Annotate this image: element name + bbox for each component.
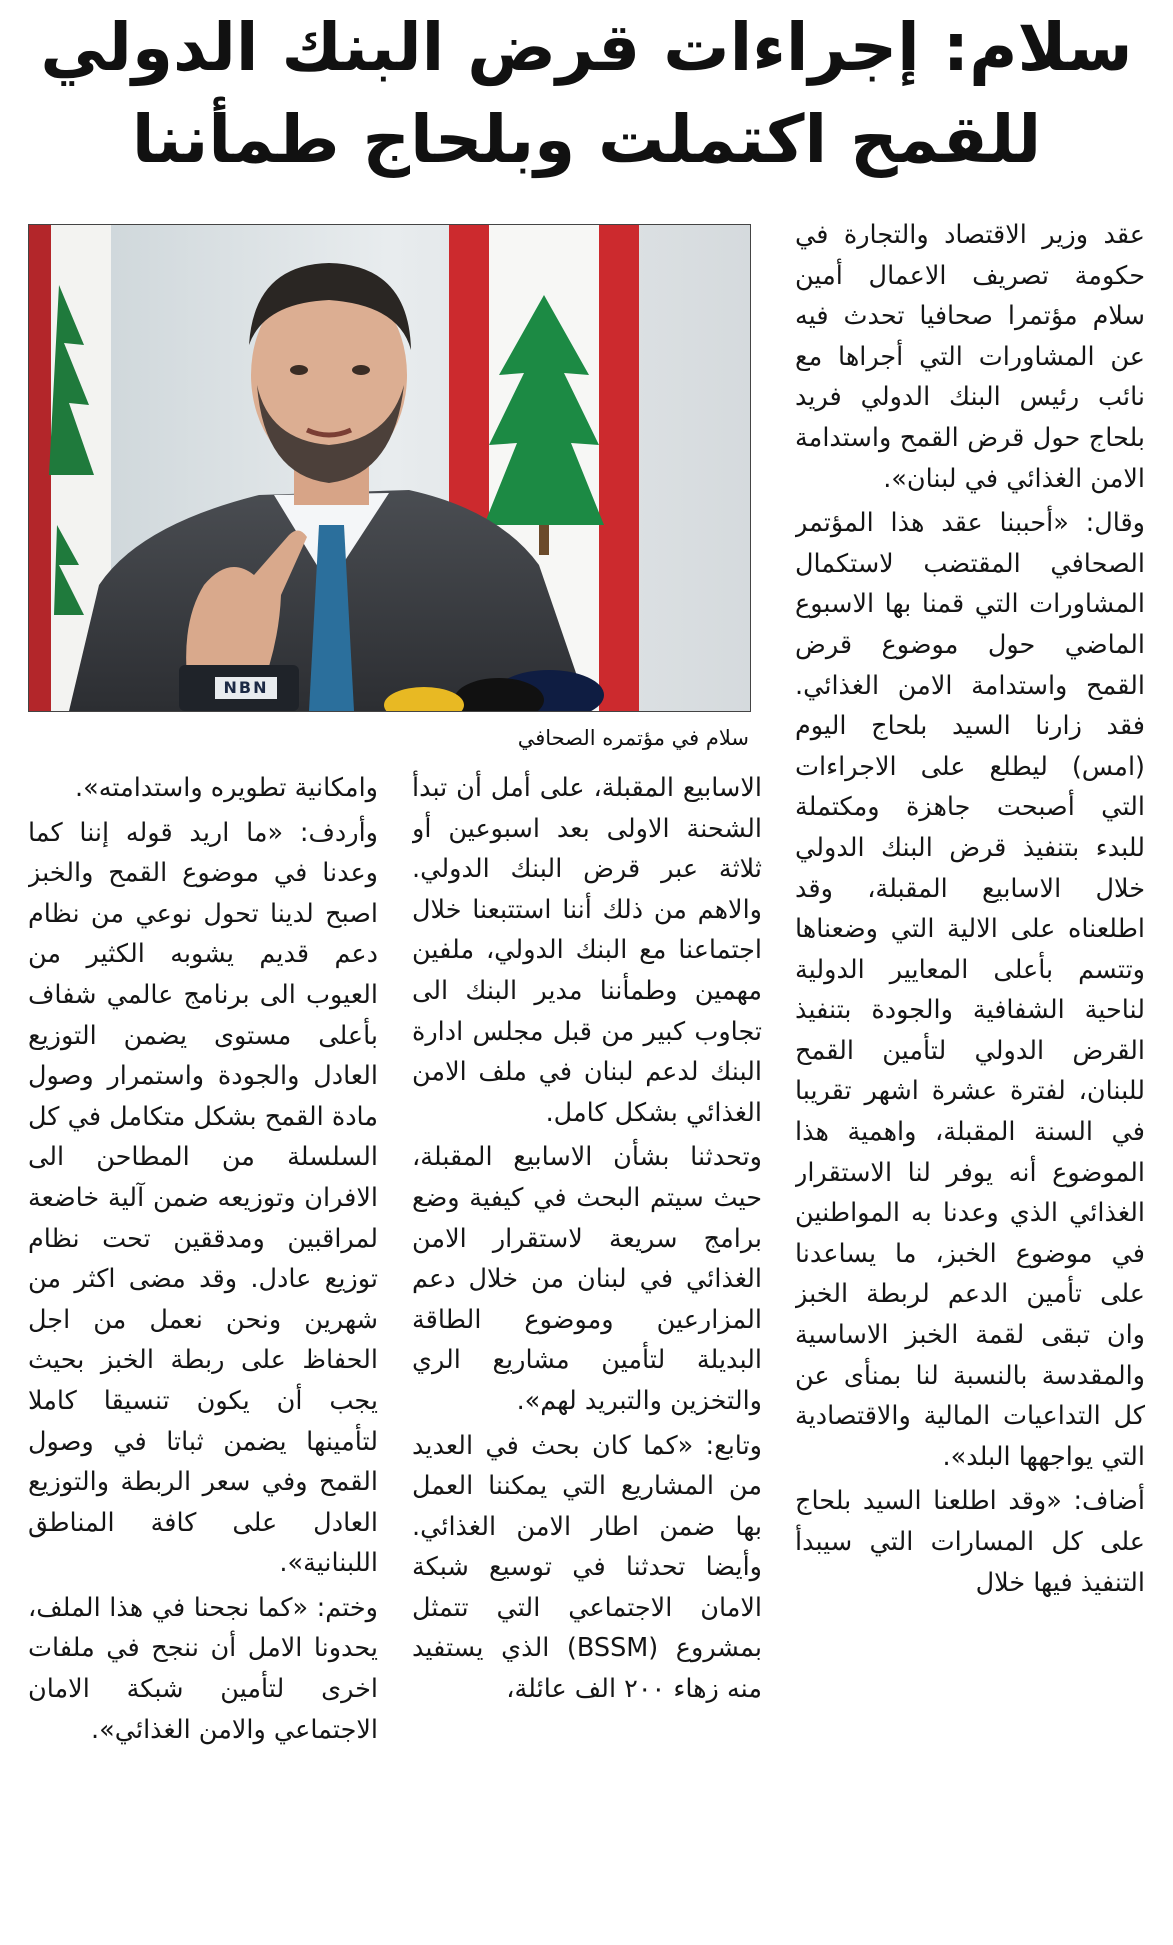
- article-photo: [28, 224, 751, 712]
- headline: [16, 2, 1157, 186]
- paragraph: أضاف: «وقد اطلعنا السيد بلحاج على كل المسارات التي سيبدأ التنفيذ فيها خلال: [795, 1486, 1145, 1598]
- article-column-right: [795, 215, 1145, 1940]
- paragraph: وامكانية تطويره واستدامته».: [75, 773, 378, 803]
- paragraph: وختم: «كما نجحنا في هذا الملف، يحدونا الامل أن ننجح في ملفات اخرى لتأمين شبكة الامان الاجتماعي والامن الغذائي».: [28, 1592, 378, 1745]
- headline-line-1: سلام: إجراءات قرض البنك الدولي: [40, 9, 1133, 86]
- paragraph: عقد وزير الاقتصاد والتجارة في حكومة تصريف الاعمال أمين سلام مؤتمرا صحافيا تحدث فيه عن المشاورات التي أجراها مع نائب رئيس البنك الدولي فريد بلحاج حول قرض القمح واستدامة الامن الغذائي في لبنان».: [795, 220, 1145, 494]
- article-column-left: [28, 768, 378, 1940]
- paragraph: وأردف: «ما اريد قوله إننا كما وعدنا في موضوع القمح والخبز اصبح لدينا تحول نوعي من نظام دعم قديم يشوبه الكثير من العيوب الى برنامج عالمي شفاف بأعلى مستوى يضمن التوزيع العادل والجودة واستمرار وصول مادة القمح بشكل متكامل في كل السلسلة من المطاحن الى الافران وتوزيعه ضمن آلية خاضعة لمراقبين ومدققين تحت نظام توزيع عادل. وقد مضى اكثر من شهرين ونحن نعمل من اجل الحفاظ على ربطة الخبز بحيث يجب أن يكون تنسيقا كاملا لتأمينها يضمن ثباتا في وصول القمح وفي سعر الربطة والتوزيع العادل على كافة المناطق اللبنانية».: [28, 817, 378, 1579]
- paragraph: وتابع: «كما كان بحث في العديد من المشاريع التي يمكننا العمل بها ضمن اطار الامن الغذائي. وأيضا تحدثنا في توسيع شبكة الامان الاجتماعي التي تتمثل بمشروع (BSSM) الذي يستفيد منه زهاء ٢٠٠ الف عائلة،: [412, 1430, 762, 1705]
- paragraph: وتحدثنا بشأن الاسابيع المقبلة، حيث سيتم البحث في كيفية وضع برامج سريعة لاستقرار الامن الغذائي في لبنان من خلال دعم المزارعين وموضوع الطاقة البديلة لتأمين مشاريع الري والتخزين والتبريد لهم».: [412, 1142, 762, 1416]
- article-column-middle: [412, 768, 762, 1940]
- photo-caption: سلام في مؤتمره الصحافي: [517, 726, 749, 750]
- paragraph: الاسابيع المقبلة، على أمل أن تبدأ الشحنة الاولى بعد اسبوعين أو ثلاثة عبر قرض البنك الدولي. والاهم من ذلك أننا استتبعنا خلال اجتماعنا مع البنك الدولي، ملفين مهمين وطمأننا مدير البنك الى تجاوب كبير من قبل مجلس ادارة البنك لدعم لبنان في ملف الامن الغذائي بشكل كامل.: [412, 773, 762, 1128]
- headline-line-2: للقمح اكتملت وبلحاج طمأننا: [131, 101, 1042, 178]
- nbn-logo: NBN: [215, 677, 277, 699]
- paragraph: وقال: «أحببنا عقد هذا المؤتمر الصحافي المقتضب لاستكمال المشاورات التي قمنا بها الاسبوع الماضي حول موضوع قرض القمح واستدامة الامن الغذائي. فقد زارنا السيد بلحاج اليوم (امس) ليطلع على الاجراءات التي أصبحت جاهزة ومكتملة للبدء بتنفيذ قرض البنك الدولي خلال الاسابيع المقبلة، وقد اطلعناه على الالية التي وضعناها وتتسم بأعلى المعايير الدولية لناحية الشفافية والجودة بتنفيذ القرض الدولي لتأمين القمح للبنان، لفترة عشرة اشهر تقريبا في السنة المقبلة، واهمية هذا الموضوع أنه يوفر لنا الاستقرار الغذائي الذي وعدنا به المواطنين في موضوع الخبز، ما يساعدنا على تأمين الدعم لربطة الخبز وان تبقى لقمة الخبز الاساسية والمقدسة بالنسبة لنا بمنأى عن كل التداعيات المالية والاقتصادية التي يواجهها البلد».: [795, 508, 1145, 1472]
- minister-photo-illustration: [29, 225, 750, 711]
